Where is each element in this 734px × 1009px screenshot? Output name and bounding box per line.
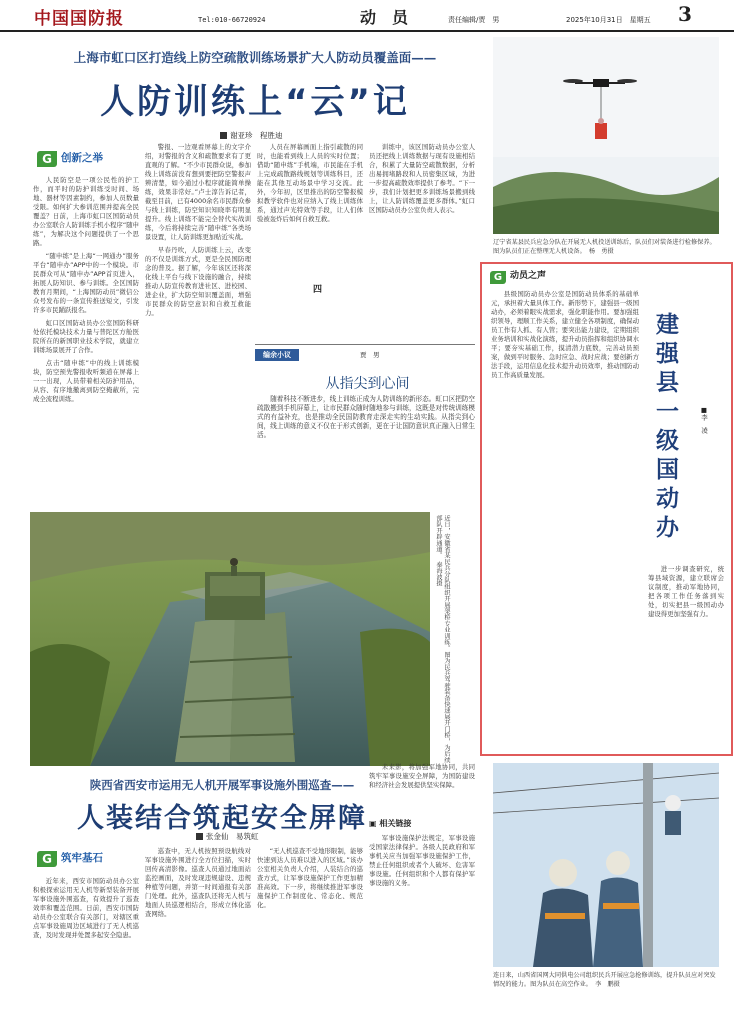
subhead-label: 筑牢基石 (61, 852, 103, 864)
drone-photo-illustration (493, 37, 719, 234)
paragraph: 虹口区国防动员办公室国防科研处依托模块技术力量与普陀区方舱医院所在的新国职业技术学院，就建立训练场景展开了合作。 (33, 319, 139, 354)
voice-author: ■李 凌 (700, 406, 708, 434)
paragraph: 训练中，该区国防动员办公室人员还把线上训练数据与现有设施相结合，积累了大量防空疏散数据，分析出易拥堵路段和人员密集区域，为进一步提高疏散效率提供了参考。“下一步，我们计划把更多训练场景搬到线上，让人防训练覆盖更多群体。”虹口区国防动员办公室负责人表示。 (369, 143, 475, 214)
related-link-heading (369, 818, 411, 829)
subhead-badge-icon: G (37, 151, 57, 167)
story1-column-3 (257, 143, 363, 340)
paragraph: 县级国防动员办公室是国防动员体系的基础单元，承担着大量具体工作。新形势下，建强县一级国动办，必须着眼实战需求，强化职能作用。要加强组织领导，理顺工作关系，建立健全各项制度，确保动员工作有人抓、有人管；要突出能力建设，定期组织业务培训和实战化演练，提升动员指挥和组织协调水平；要夯实基础工作，摸清潜力底数，完善动员预案，做到平时服务、急时应急、战时应战；要创新方法手段，运用信息化技术提升动员效率，推动国防动员工作高质量发展。 (491, 290, 639, 379)
drone-photo (493, 37, 719, 234)
worker-top (665, 795, 681, 835)
subhead-badge-icon: G (490, 271, 506, 284)
story1-subhead-innovation (37, 150, 103, 167)
paragraph: 早春丹吹，人防训练上云，改变的不仅是训练方式，更是全民国防理念的普及。据了解，今年该区还将深化线上平台与线下设施的融合，持续推动人防宣传教育进社区、进校园、进企业，扩大防空知识覆盖面，增强市民群众的防空意识和自救互救能力。 (145, 246, 251, 317)
story1-byline: 谢亚珍 程胜迪 (220, 130, 283, 141)
story2-subhead (37, 850, 103, 867)
subhead-label: 相关链接 (379, 819, 412, 828)
linemen-photo (493, 763, 719, 967)
paragraph: 随着科技不断进步，线上训练正成为人防训练的新形态。虹口区把防空疏散搬到手机屏幕上，让市民群众随时随地参与训练，这既是对传统训练模式的有益补充，也是推动全民国防教育走深走实的生动实践。从指尖到心间，线上训练的意义不仅在于形式创新，更在于让国防意识真正融入日常生活。 (257, 395, 475, 439)
paragraph: 军事设施保护法规定，军事设施受国家法律保护。各级人民政府和军事机关应当加强军事设施保护工作，禁止任何组织或者个人破坏、危害军事设施。任何组织和个人都有保护军事设施的义务。 (369, 834, 475, 887)
editor-note-author: 贾 男 (360, 351, 380, 359)
voice-text-left (491, 290, 639, 750)
editor-note-text (257, 395, 475, 507)
newspaper-logo: 中国国防报 (34, 9, 124, 29)
story1-column-4 (369, 143, 475, 340)
linemen-photo-illustration (493, 763, 719, 967)
section-number-heading: 四 (313, 285, 323, 295)
paragraph: 人员在屏幕画面上指引疏散的同时，也能看到线上人员的实时位置；借助“随申练”手机端，市民能在手机上完成疏散路线规划等训练科目，还能在其他互动场景中学习交流。此外，今年初，区里推出的防空警报模拟教学软件也对应纳入了线上训练体系，通过声光特效等手段，让人们体验被轰炸后如何自救互救。 (257, 143, 363, 223)
story2-column-1 (33, 877, 139, 1005)
drone-photo-caption: 辽宁省某县民兵应急分队在开展无人机投送训练后，队员们对装备进行检修保养。图为队员们正在整理无人机设备。 杨 勇摄 (493, 239, 716, 255)
story1-column-1 (33, 176, 139, 507)
bridge-training-photo (30, 512, 430, 766)
story2-column-2 (145, 847, 251, 1005)
section-name: 动 员 (360, 8, 409, 27)
story2-column-4 (369, 763, 475, 813)
masthead-date: 2025年10月31日 星期五 (566, 16, 651, 24)
paragraph: 未来影，将加强军地协同，共同筑牢军事设施安全屏障，为国防建设和经济社会发展提供坚实保障。 (369, 763, 475, 789)
linemen-photo-caption: 连日来，山西省国网大同供电公司组织民兵开展应急抢修训练，提升队员应对突发情况的能力。图为队员在高空作业。 李 鹏摄 (493, 972, 716, 988)
paragraph: 进一步调查研究，统筹县域资源，建立联席会议制度，推动军地协同，把各项工作任务落到实处，切实把县一级国动办建设得更加坚强有力。 (648, 565, 724, 618)
related-link-marker: ▣ (369, 819, 380, 828)
subhead-badge-icon: G (37, 851, 57, 867)
bridge-photo-illustration (30, 512, 430, 766)
editor-note-title: 从指尖到心间 (325, 376, 410, 392)
story2-column-3 (257, 847, 363, 1005)
paragraph: 巡查中，无人机按照预设航线对军事设施外围进行全方位扫描，实时回传高清影像。巡查人员通过地面站监控画面，及时发现违规建设、违规种植等问题，并第一时间通报有关部门处理。此外，巡查队还将无人机与地面人员巡逻相结合，形成立体化巡查网络。 (145, 847, 251, 918)
bridge-photo-caption: 近日，安徽省某民兵分队组织开展架桥专业训练。图为民兵驾驶装备快速展开门桥，为后续部队开辟通道。 秦海波摄 (435, 515, 450, 763)
voice-text-right (648, 565, 724, 751)
story2-kicker: 陕西省西安市运用无人机开展军事设施外围巡查—— (89, 778, 355, 792)
story2-byline: 张金仙 易筑虹 (196, 831, 259, 842)
paragraph: 点击“随申练”中的线上训练模块，防空预先警报收听频道在屏幕上一一出现，人员带着相关防护用品，从容、有序地撤离到防空掩蔽所，完成全流程训练。 (33, 359, 139, 403)
story1-kicker: 上海市虹口区打造线上防空疏散训练场景扩大人防动员覆盖面—— (73, 50, 437, 65)
paragraph: 警报、一边观看屏幕上的文字介绍，对警报的含义和疏散要求有了更直观的了解。“不少市民群众说，参加线上训练前没有想到要把防空警报声辨清楚，如今通过小程序就能简单操练，效果非常好。”卢士淳告诉记者，截至目前，已有4000余名市民群众参与线上训练，防空知识知晓率有明显提升。线上训练不能完全替代实战训练，今后将持续完善“随申练”各类场景设置，让人防训练更加贴近实战。 (145, 143, 251, 241)
subhead-label: 动员之声 (510, 271, 547, 281)
related-link-text (369, 834, 475, 1005)
masthead-editor: 责任编辑/贾 男 (448, 16, 500, 24)
paragraph: “随申练”是上海“一网通办”服务平台“随申办”APP中的一个模块。市民群众可从“随申办”APP首页进入，拓展人防知识、参与训练。全区国防教育月期间，“上海国防动员”微信公众号发布的一条宣传推送短文，引发许多市民踊跃报名。 (33, 252, 139, 314)
paragraph: 人民防空是一项公民性的护工作，而平时的防护训练受时间、场地、器材等因素制约，参加人员数量受限。如何扩大参训范围并提高全民覆盖？日前，上海市虹口区国防动员办公室联合人防训练手机小程序“随申练”，为解决这个问题提供了一个思路。 (33, 176, 139, 247)
box-divider (255, 344, 475, 345)
story1-column-2 (145, 143, 251, 507)
voice-subhead (490, 268, 546, 284)
story2-headline: 人装结合筑起安全屏障 (77, 803, 367, 834)
page-number: 3 (678, 2, 692, 26)
paragraph: “无人机巡查不受地形限制，能够快速到达人员难以进入的区域。”该办公室相关负责人介绍，人装结合的巡查方式，让军事设施保护工作更加精准高效。下一步，将继续推进军事设施保护工作制度化、常态化、规范化。 (257, 847, 363, 909)
subhead-label: 创新之举 (61, 152, 103, 164)
masthead-tel: Tel:010-66720924 (198, 16, 266, 24)
voice-title: 建强县一级国动办 (652, 312, 678, 544)
paragraph: 近年来，西安市国防动员办公室积极探索运用无人机等新型装备开展军事设施外围巡查，有效提升了巡查效率和覆盖范围。日前，西安市国防动员办公室联合有关部门，对辖区重点军事设施周边区域进行了无人机巡查，及时发现并处置多起安全隐患。 (33, 877, 139, 939)
editor-note-tag: 编余小议 (255, 349, 299, 361)
story1-headline: 人防训练上“云”记 (100, 82, 410, 122)
